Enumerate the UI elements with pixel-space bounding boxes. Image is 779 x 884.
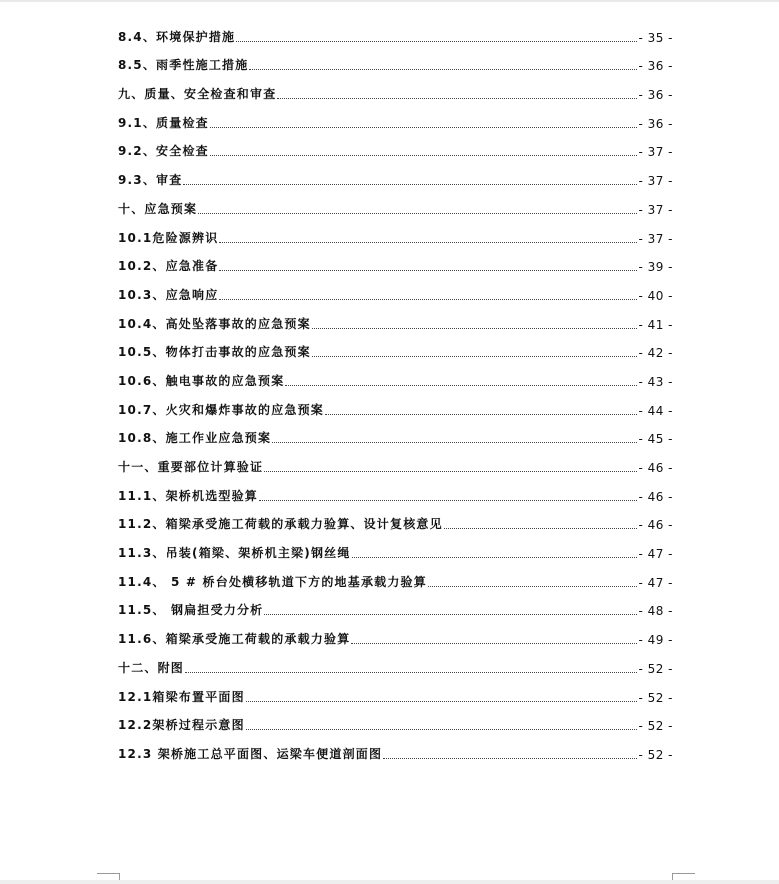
- toc-entry[interactable]: [118, 418, 673, 447]
- toc-dot-leader: [272, 442, 637, 443]
- toc-entry-page-number: - 42 -: [638, 346, 673, 361]
- toc-entry-page-number: - 52 -: [638, 719, 673, 734]
- toc-entry-title: 9.1、质量检查: [118, 115, 209, 130]
- toc-entry-page-number: - 45 -: [638, 432, 673, 447]
- toc-dot-leader: [428, 586, 637, 587]
- toc-entry[interactable]: [118, 102, 673, 131]
- toc-entry[interactable]: [118, 705, 673, 734]
- toc-entry[interactable]: [118, 131, 673, 160]
- toc-entry[interactable]: [118, 332, 673, 361]
- page-gap-strip: [0, 880, 779, 884]
- toc-dot-leader: [325, 414, 637, 415]
- toc-entry-title: 10.6、触电事故的应急预案: [118, 373, 285, 388]
- toc-entry[interactable]: [118, 217, 673, 246]
- toc-entry-title: 十、应急预案: [118, 201, 198, 216]
- toc-entry[interactable]: [118, 504, 673, 533]
- toc-entry-page-number: - 41 -: [638, 317, 673, 332]
- toc-entry[interactable]: [118, 475, 673, 504]
- toc-entry-title: 10.5、物体打击事故的应急预案: [118, 345, 311, 360]
- toc-entry[interactable]: [118, 73, 673, 102]
- toc-dot-leader: [246, 701, 638, 702]
- toc-dot-leader: [264, 471, 637, 472]
- toc-entry-title: 10.4、高处坠落事故的应急预案: [118, 316, 311, 331]
- toc-dot-leader: [264, 614, 637, 615]
- toc-entry-page-number: - 37 -: [638, 231, 673, 246]
- toc-entry[interactable]: [118, 446, 673, 475]
- toc-entry[interactable]: [118, 159, 673, 188]
- toc-entry-page-number: - 46 -: [638, 489, 673, 504]
- toc-entry[interactable]: [118, 303, 673, 332]
- toc-entry-title: 11.4、 5 # 桥台处横移轨道下方的地基承载力验算: [118, 574, 427, 589]
- toc-dot-leader: [351, 643, 637, 644]
- toc-entry-title: 12.2架桥过程示意图: [118, 718, 245, 733]
- toc-dot-leader: [444, 528, 638, 529]
- toc-entry-page-number: - 52 -: [638, 747, 673, 762]
- toc-entry[interactable]: [118, 16, 673, 45]
- toc-entry-title: 11.3、吊装(箱梁、架桥机主梁)钢丝绳: [118, 546, 351, 561]
- toc-dot-leader: [312, 328, 638, 329]
- toc-entry-page-number: - 39 -: [638, 260, 673, 275]
- toc-entry-page-number: - 47 -: [638, 547, 673, 562]
- toc-dot-leader: [249, 69, 637, 70]
- toc-entry[interactable]: [118, 45, 673, 74]
- toc-entry-title: 9.3、审查: [118, 173, 183, 188]
- toc-entry-title: 十二、附图: [118, 660, 185, 675]
- toc-dot-leader: [236, 41, 637, 42]
- toc-dot-leader: [210, 155, 638, 156]
- toc-entry-page-number: - 43 -: [638, 374, 673, 389]
- toc-dot-leader: [219, 299, 637, 300]
- toc-entry-page-number: - 36 -: [638, 88, 673, 103]
- toc-entry-title: 十一、重要部位计算验证: [118, 460, 264, 474]
- toc-entry-page-number: - 49 -: [638, 633, 673, 648]
- toc-entry-page-number: - 40 -: [638, 288, 673, 303]
- toc-entry-page-number: - 36 -: [638, 59, 673, 74]
- toc-dot-leader: [383, 758, 637, 759]
- toc-dot-leader: [210, 127, 638, 128]
- toc-dot-leader: [198, 213, 637, 214]
- toc-entry-title: 12.1箱梁布置平面图: [118, 689, 245, 704]
- toc-entry-page-number: - 37 -: [638, 174, 673, 189]
- toc-dot-leader: [246, 729, 638, 730]
- toc-entry-title: 9.2、安全检查: [118, 144, 209, 159]
- toc-entry-title: 10.2、应急准备: [118, 259, 219, 274]
- toc-entry-page-number: - 46 -: [638, 518, 673, 533]
- toc-dot-leader: [285, 385, 637, 386]
- toc-entry-page-number: - 52 -: [638, 661, 673, 676]
- toc-dot-leader: [277, 98, 637, 99]
- toc-entry-title: 8.4、环境保护措施: [118, 29, 236, 44]
- toc-dot-leader: [219, 242, 637, 243]
- toc-entry[interactable]: [118, 647, 673, 676]
- toc-dot-leader: [259, 500, 637, 501]
- toc-entry-title: 10.8、施工作业应急预案: [118, 431, 272, 446]
- toc-entry[interactable]: [118, 733, 673, 762]
- toc-entry-title: 10.3、应急响应: [118, 287, 219, 302]
- toc-entry[interactable]: [118, 676, 673, 705]
- toc-entry-page-number: - 47 -: [638, 575, 673, 590]
- toc-entry-page-number: - 36 -: [638, 116, 673, 131]
- toc-entry-title: 九、质量、安全检查和审查: [118, 87, 277, 102]
- toc-entry-page-number: - 35 -: [638, 30, 673, 45]
- toc-entry[interactable]: [118, 360, 673, 389]
- toc-entry-title: 11.2、箱梁承受施工荷载的承载力验算、设计复核意见: [118, 517, 443, 532]
- toc-entry[interactable]: [118, 246, 673, 275]
- toc-entry[interactable]: [118, 618, 673, 647]
- toc-entry-page-number: - 37 -: [638, 145, 673, 160]
- toc-entry-page-number: - 44 -: [638, 403, 673, 418]
- toc-entry-page-number: - 48 -: [638, 604, 673, 619]
- toc-dot-leader: [185, 672, 637, 673]
- toc-dot-leader: [183, 184, 637, 185]
- toc-entry-title: 10.1危险源辨识: [118, 230, 219, 245]
- toc-entry-title: 12.3 架桥施工总平面图、运梁车便道剖面图: [118, 746, 383, 761]
- toc-entry-page-number: - 52 -: [638, 690, 673, 705]
- toc-entry[interactable]: [118, 561, 673, 590]
- toc-entry[interactable]: [118, 532, 673, 561]
- toc-entry-title: 10.7、火灾和爆炸事故的应急预案: [118, 402, 325, 417]
- toc-entry-title: 8.5、雨季性施工措施: [118, 58, 249, 73]
- toc-entry[interactable]: [118, 188, 673, 217]
- toc-entry[interactable]: [118, 274, 673, 303]
- toc-entry-page-number: - 37 -: [638, 202, 673, 217]
- toc-entry[interactable]: [118, 389, 673, 418]
- toc-entry-title: 11.6、箱梁承受施工荷载的承载力验算: [118, 632, 351, 647]
- toc-dot-leader: [312, 356, 638, 357]
- toc-dot-leader: [352, 557, 638, 558]
- toc-entry-title: 11.1、架桥机选型验算: [118, 488, 259, 503]
- toc-entry-page-number: - 46 -: [638, 461, 673, 475]
- toc-entry-title: 11.5、 钢扁担受力分析: [118, 603, 264, 618]
- toc-dot-leader: [219, 270, 637, 271]
- toc-entry[interactable]: [118, 590, 673, 619]
- table-of-contents: [118, 16, 673, 762]
